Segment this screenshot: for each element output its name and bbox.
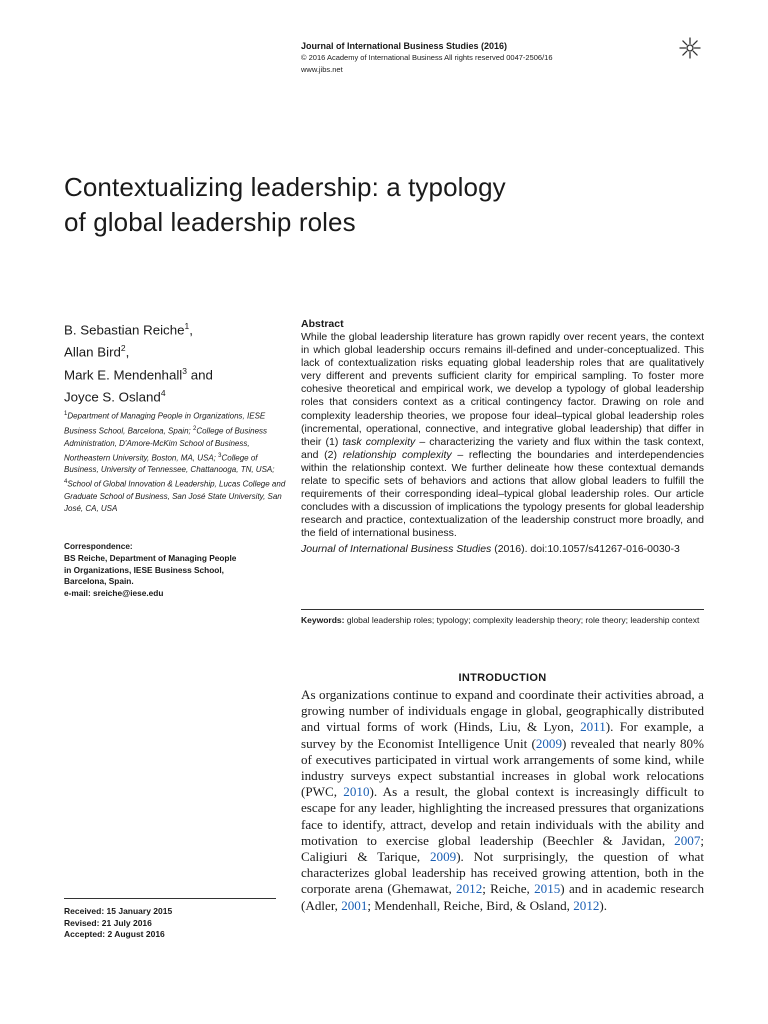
author-separator: ,: [125, 344, 130, 360]
date-accepted: Accepted: 2 August 2016: [64, 929, 165, 939]
keywords-text: global leadership roles; typology; complexity leadership theory; role theory; leadership context: [344, 615, 700, 625]
introduction-text: ; Mendenhall, Reiche, Bird, & Osland,: [367, 897, 574, 913]
author-list: [64, 317, 294, 407]
affiliation-mark: 4: [64, 479, 68, 486]
introduction-body: [301, 687, 704, 914]
title-line-1: Contextualizing leadership: a typology: [64, 172, 506, 202]
article-citation: [301, 542, 704, 556]
correspondence-line: in Organizations, IESE Business School,: [64, 564, 224, 575]
citation-year-link[interactable]: 2001: [341, 897, 368, 913]
journal-title: Journal of International Business Studies (2016): [301, 41, 508, 51]
author-name: Mark E. Mendenhall: [64, 367, 183, 383]
introduction-text: As organizations continue to expand and coordinate their activities abroad, a growing number of individuals engage in global, geographically distributed and virtual forms of work (Hinds, Liu, & Lyon,: [301, 687, 704, 735]
abstract-emphasis: task complexity: [342, 435, 416, 448]
copyright-line: © 2016 Academy of International Business All rights reserved 0047-2506/16: [301, 53, 553, 62]
affiliation-mark: 1: [64, 411, 68, 417]
author-affiliation-mark: 4: [160, 388, 166, 399]
citation-year-link[interactable]: 2015: [534, 881, 561, 897]
correspondence: [64, 541, 294, 600]
abstract: [301, 318, 704, 556]
author-affiliation-mark: 1: [184, 321, 190, 331]
author: [64, 339, 294, 361]
author-name: Allan Bird: [64, 344, 121, 360]
keywords: [301, 615, 704, 627]
publisher-logo-icon: [679, 37, 701, 59]
correspondence-label: Correspondence:: [64, 541, 133, 551]
keywords-divider: [301, 609, 704, 610]
author: [64, 317, 294, 339]
author-separator: ,: [189, 322, 193, 338]
journal-header: [301, 40, 681, 76]
article-title: [64, 170, 684, 240]
affiliation-mark: 2: [192, 425, 197, 432]
affiliation-text: School of Global Innovation & Leadership, Lucas College and Graduate School of Business, San José State University, San José, CA, USA: [64, 480, 286, 514]
citation-year-link[interactable]: 2009: [430, 849, 457, 865]
author-separator: and: [187, 367, 213, 383]
introduction-text: ) and in academic research (Adler,: [301, 881, 704, 913]
publication-dates: [64, 906, 294, 941]
abstract-heading: Abstract: [301, 318, 344, 330]
title-line-2: of global leadership roles: [64, 207, 356, 237]
author-name: B. Sebastian Reiche: [64, 322, 185, 338]
correspondence-line: BS Reiche, Department of Managing People: [64, 552, 237, 563]
citation-year-link[interactable]: 2010: [343, 784, 370, 800]
citation-year-link[interactable]: 2007: [674, 832, 701, 848]
citation-year-link[interactable]: 2012: [456, 881, 483, 897]
introduction-text: ; Reiche,: [482, 881, 535, 897]
abstract-text: While the global leadership literature has grown rapidly over recent years, the context in which global leadership occurs remains ill-defined and under-conceptualized. This lack of contextualization risks equating global leadership roles that are qualitatively very different and prevents sufficient clarity for empirical sampling. To foster more cohesive theoretical and empirical work, we develop a typology of global leadership roles that considers context as a critical contingency factor. Drawing on role and complexity leadership theories, we propose four ideal–typical global leadership roles (incremental, operational, connective, and integrative global leadership) that differ in their (1): [301, 331, 704, 448]
introduction-text: ) revealed that nearly 80% of executives participated in virtual work arrangements of some kind, while industry surveys expect substantial increases in global work relocations (PWC,: [301, 735, 704, 800]
citation-journal: Journal of International Business Studies: [301, 542, 492, 555]
citation-year-link[interactable]: 2011: [580, 719, 606, 735]
introduction-text: ). As a result, the global context is increasingly difficult to escape for any leader, highlighting the increased pressures that organizations face to identify, attract, develop and retain individuals with the ability and motivation to exercise global leadership (Beechler & Javidan,: [301, 784, 704, 848]
affiliation-text: Department of Managing People in Organizations, IESE Business School, Barcelona, Spain;: [64, 411, 266, 436]
author-affiliation-mark: 3: [182, 365, 187, 376]
author-name: Joyce S. Osland: [64, 389, 161, 405]
introduction-text: ). For example, a survey by the Economist Intelligence Unit (: [301, 719, 704, 751]
date-revised: Revised: 21 July 2016: [64, 917, 152, 928]
introduction-text: ; Caligiuri & Tarique,: [301, 832, 704, 865]
abstract-text: – reflecting the boundaries and interdependencies within the relationship context. We further delineate how these contextual demands relate to specific sets of behaviors and actions that allow global leaders to fulfill the requirements of their corresponding ideal–typical global leadership roles. Our article concludes with a discussion of implications the typology presents for global leadership research and practice, contextualization of the leadership construct more broadly, and the field of international business.: [301, 448, 704, 540]
abstract-emphasis: relationship complexity: [342, 448, 452, 461]
correspondence-email[interactable]: e-mail: sreiche@iese.edu: [64, 588, 164, 599]
citation-doi: (2016). doi:10.1057/s41267-016-0030-3: [491, 542, 680, 555]
citation-year-link[interactable]: 2009: [535, 735, 563, 751]
dates-divider: [64, 898, 276, 899]
journal-url[interactable]: www.jibs.net: [301, 65, 343, 74]
date-received: Received: 15 January 2015: [64, 906, 173, 916]
abstract-body: [301, 331, 704, 541]
affiliation-text: College of Business, University of Tennessee, Chattanooga, TN, USA;: [64, 453, 275, 475]
affiliation-mark: 3: [218, 452, 222, 459]
introduction-heading: INTRODUCTION: [458, 672, 547, 684]
introduction-text: ).: [599, 897, 608, 913]
author-affiliation-mark: 2: [120, 343, 126, 354]
author: [64, 362, 294, 384]
abstract-text: – characterizing the variety and flux within the task context, and (2): [301, 435, 704, 461]
keywords-label: Keywords:: [301, 615, 345, 625]
affiliations: [64, 408, 294, 515]
author: [64, 384, 294, 406]
correspondence-line: Barcelona, Spain.: [64, 576, 134, 587]
affiliation-text: College of Business Administration, D'Amore-McKim School of Business, Northeastern University, Boston, MA, USA;: [64, 426, 268, 463]
citation-year-link[interactable]: 2012: [573, 897, 600, 913]
introduction-text: ). Not surprisingly, the question of what characterizes global leadership has received growing attention, both in the corporate arena (Ghemawat,: [301, 849, 704, 897]
